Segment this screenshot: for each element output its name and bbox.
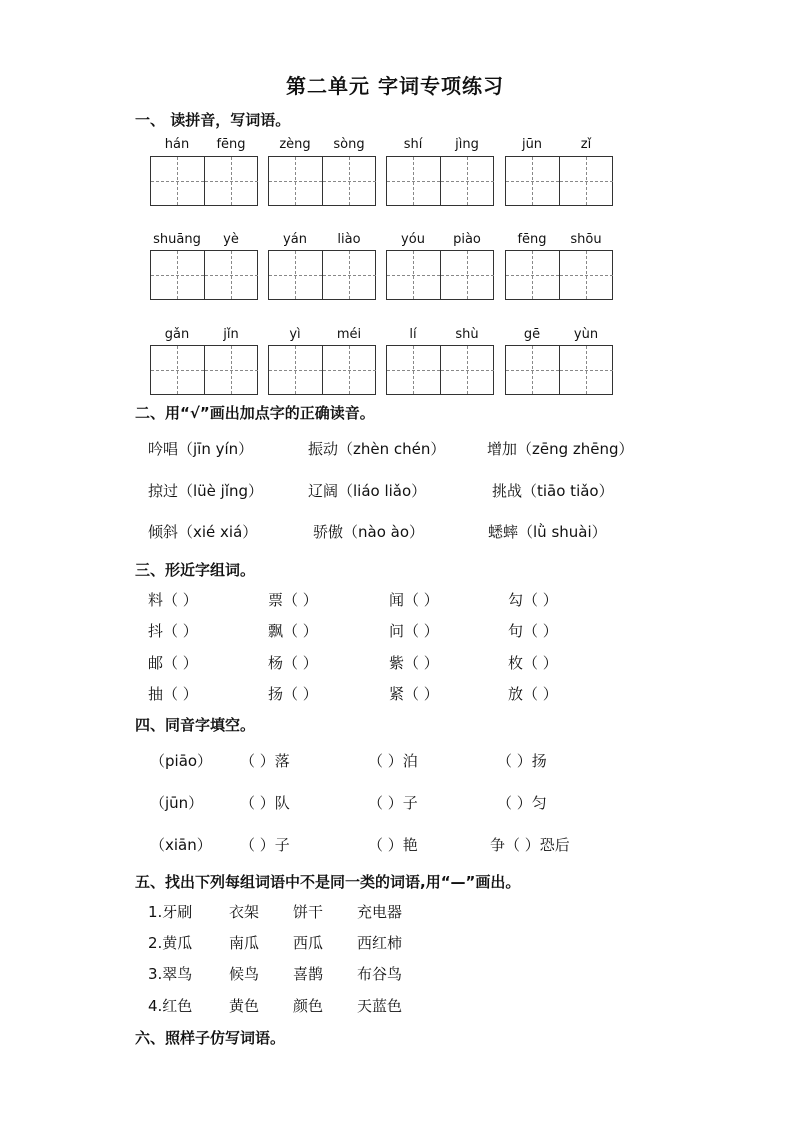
pinyin-prompt: （xiān） — [150, 836, 212, 854]
writing-cell[interactable] — [560, 157, 613, 205]
word-option[interactable]: 黄色 — [229, 997, 260, 1015]
guide-line-horizontal — [506, 181, 559, 182]
writing-grid[interactable] — [268, 345, 376, 395]
pinyin-label: fēng — [517, 232, 547, 247]
word-option[interactable]: 候鸟 — [229, 965, 260, 983]
guide-line-horizontal — [205, 370, 258, 371]
word-option[interactable]: 衣架 — [229, 903, 260, 921]
writing-cell[interactable] — [387, 251, 441, 299]
word-group-item: 邮（ ） — [148, 654, 198, 672]
writing-grid[interactable] — [386, 156, 494, 206]
pinyin-label: yán — [283, 232, 307, 247]
writing-cell[interactable] — [151, 251, 205, 299]
writing-cell[interactable] — [506, 157, 560, 205]
section-3-heading: 三、形近字组词。 — [135, 561, 256, 579]
writing-cell[interactable] — [151, 346, 205, 394]
word-option[interactable]: 南瓜 — [229, 934, 260, 952]
word-option[interactable]: 4.红色 — [148, 997, 193, 1015]
writing-cell[interactable] — [151, 157, 205, 205]
pinyin-label: yì — [289, 327, 301, 342]
writing-cell[interactable] — [506, 346, 560, 394]
guide-line-horizontal — [151, 181, 204, 182]
guide-line-horizontal — [205, 275, 258, 276]
word-group-item: 票（ ） — [268, 591, 318, 609]
pronunciation-item: 吟唱（jīn yín） — [148, 440, 254, 458]
guide-line-horizontal — [151, 370, 204, 371]
pronunciation-item: 骄傲（nào ào） — [313, 523, 425, 541]
pinyin-label: yè — [223, 232, 239, 247]
word-group-item: 紧（ ） — [389, 685, 439, 703]
word-group-item: 问（ ） — [389, 622, 439, 640]
writing-cell[interactable] — [506, 251, 560, 299]
guide-line-horizontal — [441, 275, 494, 276]
fill-blank-item: （ ）子 — [368, 794, 418, 812]
word-group-item: 紫（ ） — [389, 654, 439, 672]
writing-grid[interactable] — [505, 156, 613, 206]
writing-grid[interactable] — [268, 156, 376, 206]
guide-line-horizontal — [560, 181, 613, 182]
pinyin-label: sòng — [333, 137, 365, 152]
word-group-item: 抖（ ） — [148, 622, 198, 640]
word-option[interactable]: 布谷鸟 — [357, 965, 403, 983]
pinyin-label: lí — [409, 327, 417, 342]
fill-blank-item: （ ）匀 — [497, 794, 547, 812]
pronunciation-item: 掠过（lüè jǐng） — [148, 482, 264, 500]
guide-line-horizontal — [560, 370, 613, 371]
fill-blank-item: （ ）队 — [240, 794, 290, 812]
writing-cell[interactable] — [269, 251, 323, 299]
guide-line-horizontal — [269, 275, 322, 276]
word-group-item: 抽（ ） — [148, 685, 198, 703]
word-option[interactable]: 饼干 — [293, 903, 324, 921]
section-6-heading: 六、照样子仿写词语。 — [135, 1029, 286, 1047]
writing-grid[interactable] — [150, 345, 258, 395]
pinyin-label: liào — [337, 232, 361, 247]
writing-cell[interactable] — [441, 251, 494, 299]
fill-blank-item: （ ）艳 — [368, 836, 418, 854]
writing-cell[interactable] — [323, 157, 376, 205]
section-2-heading: 二、用“√”画出加点字的正确读音。 — [135, 404, 375, 422]
word-group-item: 闻（ ） — [389, 591, 439, 609]
writing-cell[interactable] — [269, 346, 323, 394]
pinyin-label: fēng — [216, 137, 246, 152]
pinyin-label: zèng — [279, 137, 311, 152]
writing-cell[interactable] — [269, 157, 323, 205]
pinyin-label: gǎn — [164, 327, 190, 342]
word-group-item: 放（ ） — [508, 685, 558, 703]
word-group-item: 勾（ ） — [508, 591, 558, 609]
section-4-heading: 四、同音字填空。 — [135, 716, 256, 734]
writing-cell[interactable] — [323, 346, 376, 394]
writing-cell[interactable] — [387, 157, 441, 205]
word-group-item: 扬（ ） — [268, 685, 318, 703]
pinyin-label: gē — [523, 327, 541, 342]
page-title: 第二单元 字词专项练习 — [286, 74, 504, 98]
guide-line-horizontal — [441, 370, 494, 371]
word-option[interactable]: 充电器 — [357, 903, 403, 921]
section-1-heading: 一、 读拼音，写词语。 — [135, 111, 291, 129]
pinyin-label: hán — [164, 137, 190, 152]
guide-line-horizontal — [323, 370, 376, 371]
word-group-item: 料（ ） — [148, 591, 198, 609]
pinyin-label: jǐn — [223, 327, 239, 342]
writing-grid[interactable] — [150, 156, 258, 206]
writing-grid[interactable] — [386, 250, 494, 300]
writing-grid[interactable] — [268, 250, 376, 300]
pinyin-label: shù — [455, 327, 479, 342]
pinyin-label: shí — [403, 137, 423, 152]
pinyin-label: jūn — [521, 137, 543, 152]
word-option[interactable]: 3.翠鸟 — [148, 965, 193, 983]
pinyin-label: piào — [453, 232, 481, 247]
writing-cell[interactable] — [441, 157, 494, 205]
pinyin-label: shuāng — [153, 232, 201, 247]
word-option[interactable]: 1.牙刷 — [148, 903, 193, 921]
guide-line-horizontal — [387, 181, 440, 182]
writing-grid[interactable] — [386, 345, 494, 395]
word-option[interactable]: 西瓜 — [293, 934, 324, 952]
guide-line-horizontal — [506, 370, 559, 371]
writing-cell[interactable] — [323, 251, 376, 299]
pronunciation-item: 蟋蟀（lǜ shuài） — [488, 523, 607, 541]
guide-line-horizontal — [441, 181, 494, 182]
pinyin-label: méi — [336, 327, 362, 342]
word-group-item: 飘（ ） — [268, 622, 318, 640]
pronunciation-item: 振动（zhèn chén） — [308, 440, 446, 458]
pinyin-label: shōu — [570, 232, 602, 247]
pinyin-prompt: （piāo） — [150, 752, 213, 770]
word-option[interactable]: 喜鹊 — [293, 965, 324, 983]
writing-cell[interactable] — [205, 346, 258, 394]
pronunciation-item: 辽阔（liáo liǎo） — [308, 482, 427, 500]
writing-cell[interactable] — [387, 346, 441, 394]
guide-line-horizontal — [269, 181, 322, 182]
writing-cell[interactable] — [205, 251, 258, 299]
fill-blank-item: （ ）泊 — [368, 752, 418, 770]
section-5-heading: 五、找出下列每组词语中不是同一类的词语,用“—”画出。 — [135, 873, 521, 891]
guide-line-horizontal — [269, 370, 322, 371]
word-option[interactable]: 颜色 — [293, 997, 324, 1015]
guide-line-horizontal — [151, 275, 204, 276]
fill-blank-item: 争（ ）恐后 — [490, 836, 570, 854]
fill-blank-item: （ ）扬 — [497, 752, 547, 770]
writing-cell[interactable] — [560, 346, 613, 394]
pinyin-label: yóu — [401, 232, 425, 247]
guide-line-horizontal — [323, 275, 376, 276]
word-option[interactable]: 天蓝色 — [357, 997, 403, 1015]
guide-line-horizontal — [205, 181, 258, 182]
pinyin-label: jìng — [455, 137, 479, 152]
writing-grid[interactable] — [505, 250, 613, 300]
pronunciation-item: 挑战（tiāo tiǎo） — [492, 482, 614, 500]
pinyin-prompt: （jūn） — [150, 794, 204, 812]
fill-blank-item: （ ）子 — [240, 836, 290, 854]
guide-line-horizontal — [560, 275, 613, 276]
writing-cell[interactable] — [205, 157, 258, 205]
word-group-item: 枚（ ） — [508, 654, 558, 672]
pinyin-label: zǐ — [580, 137, 592, 152]
writing-cell[interactable] — [560, 251, 613, 299]
word-group-item: 杨（ ） — [268, 654, 318, 672]
pronunciation-item: 增加（zēng zhēng） — [487, 440, 634, 458]
pinyin-label: yùn — [573, 327, 599, 342]
writing-grid[interactable] — [150, 250, 258, 300]
writing-grid[interactable] — [505, 345, 613, 395]
writing-cell[interactable] — [441, 346, 494, 394]
word-option[interactable]: 西红柿 — [357, 934, 403, 952]
guide-line-horizontal — [387, 370, 440, 371]
fill-blank-item: （ ）落 — [240, 752, 290, 770]
word-group-item: 句（ ） — [508, 622, 558, 640]
guide-line-horizontal — [323, 181, 376, 182]
guide-line-horizontal — [506, 275, 559, 276]
word-option[interactable]: 2.黄瓜 — [148, 934, 193, 952]
pronunciation-item: 倾斜（xié xiá） — [148, 523, 258, 541]
guide-line-horizontal — [387, 275, 440, 276]
